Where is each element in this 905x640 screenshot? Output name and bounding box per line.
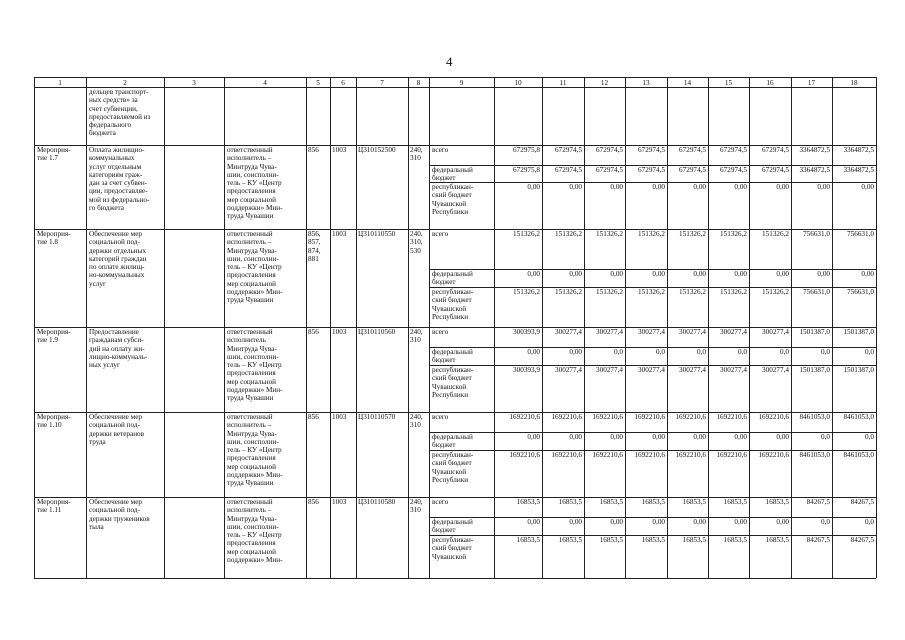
column-header-18: 18 [850, 79, 858, 87]
funding-source: всего [432, 413, 449, 421]
amount-cell: 0,00 [569, 433, 582, 441]
measure-label: Мероприя- тие 1.8 [37, 230, 71, 247]
amount-cell: 756631,0 [803, 288, 830, 296]
amount-cell: 756631,0 [847, 288, 874, 296]
amount-cell: 0,00 [527, 348, 540, 356]
amount-cell: 1692210,6 [758, 451, 789, 459]
amount-cell: 0,00 [569, 270, 582, 278]
measure-grbs: 856 [308, 413, 319, 421]
measure-name: Обеспечение мер социальной под- держки тружеников тыла [89, 498, 150, 531]
amount-cell: 672974,5 [762, 166, 789, 174]
amount-cell: 0,0 [865, 518, 874, 526]
measure-vr: 240, 310 [410, 328, 423, 345]
amount-cell: 300277,4 [555, 366, 582, 374]
measure-vr: 240, 310 [410, 146, 423, 163]
measure-vr: 240, 310 [410, 413, 423, 430]
amount-cell: 1692210,6 [716, 413, 747, 421]
funding-source: республикан- ский бюджет Чувашской Республики [432, 366, 474, 399]
measure-executor: ответственный исполнитель – Минтруда Чува- шии, соисполни- тель – КУ «Центр предоставления мер социальной поддержки» Мин- труда Чувашии [227, 146, 283, 221]
amount-cell: 300277,4 [679, 366, 706, 374]
amount-cell: 0,0 [697, 348, 706, 356]
amount-cell: 0,00 [776, 433, 789, 441]
column-header-10: 10 [514, 79, 522, 87]
amount-cell: 756631,0 [847, 230, 874, 238]
page-number: 4 [446, 54, 453, 69]
amount-cell: 300393,9 [513, 366, 540, 374]
amount-cell: 0,0 [821, 518, 830, 526]
amount-cell: 672975,8 [513, 166, 540, 174]
amount-cell: 151326,2 [513, 230, 540, 238]
amount-cell: 8461053,0 [799, 413, 830, 421]
amount-cell: 0,0 [865, 348, 874, 356]
amount-cell: 0,0 [865, 433, 874, 441]
amount-cell: 1692210,6 [634, 451, 665, 459]
amount-cell: 0,00 [776, 183, 789, 191]
measure-rzpr: 1003 [332, 230, 347, 238]
measure-name: Обеспечение мер социальной под- держки отдельных категорий граждан по оплате жилищ- но-коммунальных услуг [89, 230, 147, 288]
column-header-4: 4 [263, 79, 267, 87]
amount-cell: 16853,5 [599, 536, 623, 544]
measure-grbs: 856 [308, 328, 319, 336]
amount-cell: 0,0 [780, 348, 789, 356]
amount-cell: 1501387,0 [799, 366, 830, 374]
amount-cell: 1692210,6 [675, 413, 706, 421]
amount-cell: 0,00 [652, 518, 665, 526]
amount-cell: 300277,4 [555, 328, 582, 336]
column-header-12: 12 [600, 79, 609, 87]
amount-cell: 0,00 [693, 518, 706, 526]
amount-cell: 300277,4 [720, 328, 747, 336]
amount-cell: 0,00 [527, 270, 540, 278]
amount-cell: 0,00 [569, 183, 582, 191]
amount-cell: 16853,5 [516, 536, 540, 544]
column-header-14: 14 [683, 79, 692, 87]
amount-cell: 1501387,0 [799, 328, 830, 336]
funding-source: федеральный бюджет [432, 270, 473, 287]
measure-grbs: 856 [308, 146, 319, 154]
amount-cell: 0,00 [610, 270, 623, 278]
measure-rzpr: 1003 [332, 146, 347, 154]
amount-cell: 672975,8 [513, 146, 540, 154]
amount-cell: 300277,4 [596, 366, 623, 374]
measure-label: Мероприя- тие 1.10 [37, 413, 71, 430]
amount-cell: 151326,2 [762, 288, 789, 296]
continuation-measure-name: дельцев транспорт- ных средств» за счет субвенции, предоставляемой из федерального бюджета [89, 88, 151, 138]
amount-cell: 16853,5 [682, 536, 706, 544]
column-rule [876, 77, 877, 578]
measure-rzpr: 1003 [332, 413, 347, 421]
amount-cell: 0,00 [734, 270, 747, 278]
column-header-9: 9 [459, 79, 464, 87]
measure-grbs: 856, 857, 874, 881 [308, 230, 321, 263]
measure-csr: Ц310152500 [358, 146, 396, 154]
funding-source: республикан- ский бюджет Чувашской Республики [432, 288, 474, 321]
amount-cell: 84267,5 [850, 498, 874, 506]
amount-cell: 300277,4 [762, 366, 789, 374]
measure-executor: ответственный исполнитель – Минтруда Чува- шии, соисполни- тель – КУ «Центр предоставления мер социальной поддержки» Мин- [227, 498, 283, 565]
measure-name: Оплата жилищно- коммунальных услуг отдельным категориям граж- дан за счет субвен- ции, предоставляе- мой из федерально- го бюджета [89, 146, 150, 213]
amount-cell: 672974,5 [555, 166, 582, 174]
amount-cell: 672974,5 [555, 146, 582, 154]
amount-cell: 0,00 [527, 183, 540, 191]
amount-cell: 0,00 [734, 518, 747, 526]
amount-cell: 672974,5 [596, 166, 623, 174]
amount-cell: 0,00 [817, 270, 830, 278]
column-header-1: 1 [58, 79, 62, 87]
amount-cell: 0,00 [527, 433, 540, 441]
amount-cell: 300277,4 [762, 328, 789, 336]
amount-cell: 151326,2 [720, 288, 747, 296]
funding-source: федеральный бюджет [432, 348, 473, 365]
column-header-13: 13 [642, 79, 650, 87]
amount-cell: 151326,2 [513, 288, 540, 296]
funding-source: республикан- ский бюджет Чувашской Республики [432, 451, 474, 484]
amount-cell: 16853,5 [558, 498, 582, 506]
amount-cell: 672974,5 [679, 146, 706, 154]
amount-cell: 0,00 [693, 433, 706, 441]
amount-cell: 672974,5 [679, 166, 706, 174]
amount-cell: 0,00 [652, 433, 665, 441]
amount-cell: 300393,9 [513, 328, 540, 336]
amount-cell: 300277,4 [638, 366, 665, 374]
measure-csr: Ц310110580 [358, 498, 396, 506]
amount-cell: 16853,5 [765, 498, 789, 506]
column-header-16: 16 [766, 79, 774, 87]
table-bottom-rule [34, 578, 876, 579]
amount-cell: 151326,2 [596, 288, 623, 296]
amount-cell: 672974,5 [762, 146, 789, 154]
measure-name: Обеспечение мер социальной под- держки ветеранов труда [89, 413, 145, 446]
amount-cell: 84267,5 [806, 536, 830, 544]
amount-cell: 16853,5 [723, 498, 747, 506]
amount-cell: 0,0 [821, 348, 830, 356]
amount-cell: 151326,2 [679, 288, 706, 296]
funding-source: республикан- ский бюджет Чувашской [432, 536, 474, 561]
amount-cell: 3364872,5 [799, 146, 830, 154]
amount-cell: 1692210,6 [551, 451, 582, 459]
amount-cell: 0,00 [776, 270, 789, 278]
measure-vr: 240, 310 [410, 498, 423, 515]
amount-cell: 8461053,0 [799, 451, 830, 459]
measure-csr: Ц310110570 [358, 413, 396, 421]
amount-cell: 672974,5 [638, 166, 665, 174]
amount-cell: 0,0 [656, 348, 665, 356]
amount-cell: 1501387,0 [843, 366, 874, 374]
amount-cell: 16853,5 [641, 536, 665, 544]
funding-source: всего [432, 328, 449, 336]
amount-cell: 0,0 [738, 348, 747, 356]
amount-cell: 0,00 [610, 518, 623, 526]
amount-cell: 3364872,5 [799, 166, 830, 174]
amount-cell: 8461053,0 [843, 413, 874, 421]
amount-cell: 300277,4 [679, 328, 706, 336]
amount-cell: 151326,2 [555, 288, 582, 296]
amount-cell: 84267,5 [806, 498, 830, 506]
column-header-17: 17 [807, 79, 816, 87]
amount-cell: 0,00 [693, 183, 706, 191]
amount-cell: 16853,5 [682, 498, 706, 506]
amount-cell: 1692210,6 [592, 413, 623, 421]
amount-cell: 1692210,6 [716, 451, 747, 459]
amount-cell: 16853,5 [723, 536, 747, 544]
amount-cell: 0,00 [610, 433, 623, 441]
amount-cell: 756631,0 [803, 230, 830, 238]
amount-cell: 151326,2 [679, 230, 706, 238]
measure-csr: Ц310110550 [358, 230, 396, 238]
funding-source: всего [432, 498, 449, 506]
funding-source: федеральный бюджет [432, 433, 473, 450]
amount-cell: 672974,5 [596, 146, 623, 154]
amount-cell: 1692210,6 [634, 413, 665, 421]
amount-cell: 0,0 [614, 348, 623, 356]
amount-cell: 3364872,5 [843, 166, 874, 174]
amount-cell: 300277,4 [638, 328, 665, 336]
funding-source: всего [432, 146, 449, 154]
amount-cell: 1692210,6 [675, 451, 706, 459]
amount-cell: 0,00 [569, 518, 582, 526]
measure-label: Мероприя- тие 1.9 [37, 328, 71, 345]
amount-cell: 300277,4 [720, 366, 747, 374]
amount-cell: 300277,4 [596, 328, 623, 336]
amount-cell: 0,00 [527, 518, 540, 526]
column-header-15: 15 [724, 79, 733, 87]
measure-grbs: 856 [308, 498, 319, 506]
column-header-8: 8 [416, 79, 421, 87]
amount-cell: 151326,2 [596, 230, 623, 238]
amount-cell: 151326,2 [762, 230, 789, 238]
funding-source: федеральный бюджет [432, 518, 473, 535]
amount-cell: 1692210,6 [592, 451, 623, 459]
funding-source: всего [432, 230, 449, 238]
column-header-2: 2 [123, 79, 127, 87]
funding-source: республикан- ский бюджет Чувашской Республики [432, 183, 474, 216]
amount-cell: 16853,5 [765, 536, 789, 544]
amount-cell: 0,00 [861, 270, 874, 278]
amount-cell: 0,00 [861, 183, 874, 191]
amount-cell: 672974,5 [720, 146, 747, 154]
amount-cell: 84267,5 [850, 536, 874, 544]
measure-name: Предоставление гражданам субси- дий на оплату жи- лищно-коммуналь- ных услуг [89, 328, 148, 370]
amount-cell: 672974,5 [720, 166, 747, 174]
column-header-6: 6 [341, 79, 345, 87]
amount-cell: 1692210,6 [509, 413, 540, 421]
amount-cell: 0,00 [734, 433, 747, 441]
amount-cell: 1501387,0 [843, 328, 874, 336]
measure-executor: ответственный исполнитель – Минтруда Чува- шии, соисполни- тель – КУ «Центр предоставления мер социальной поддержки» Мин- труда Чувашии [227, 230, 283, 305]
amount-cell: 1692210,6 [551, 413, 582, 421]
amount-cell: 0,0 [821, 433, 830, 441]
amount-cell: 0,00 [610, 183, 623, 191]
amount-cell: 0,00 [569, 348, 582, 356]
amount-cell: 0,00 [652, 270, 665, 278]
amount-cell: 16853,5 [599, 498, 623, 506]
column-header-7: 7 [380, 79, 384, 87]
amount-cell: 672974,5 [638, 146, 665, 154]
amount-cell: 151326,2 [638, 230, 665, 238]
measure-csr: Ц310110560 [358, 328, 396, 336]
amount-cell: 151326,2 [555, 230, 582, 238]
amount-cell: 0,00 [652, 183, 665, 191]
amount-cell: 1692210,6 [509, 451, 540, 459]
column-header-5: 5 [316, 79, 320, 87]
measure-label: Мероприя- тие 1.7 [37, 146, 71, 163]
amount-cell: 151326,2 [720, 230, 747, 238]
amount-cell: 8461053,0 [843, 451, 874, 459]
column-header-11: 11 [559, 79, 567, 87]
amount-cell: 16853,5 [641, 498, 665, 506]
measure-executor: ответственный исполнитель – Минтруда Чува- шии, соисполни- тель – КУ «Центр предоставления мер социальной поддержки» Мин- труда Чувашии [227, 413, 283, 488]
measure-label: Мероприя- тие 1.11 [37, 498, 71, 515]
amount-cell: 16853,5 [516, 498, 540, 506]
amount-cell: 0,00 [817, 183, 830, 191]
measure-rzpr: 1003 [332, 328, 347, 336]
amount-cell: 3364872,5 [843, 146, 874, 154]
amount-cell: 16853,5 [558, 536, 582, 544]
amount-cell: 0,00 [734, 183, 747, 191]
amount-cell: 1692210,6 [758, 413, 789, 421]
header-top-rule [34, 77, 876, 78]
amount-cell: 0,00 [776, 518, 789, 526]
amount-cell: 151326,2 [638, 288, 665, 296]
measure-executor: ответственный исполнитель Минтруда Чува- шии, соисполни- тель – КУ «Центр предоставления мер социальной поддержки» Мин- труда Чувашии [227, 328, 283, 403]
measure-rzpr: 1003 [332, 498, 347, 506]
funding-source: федеральный бюджет [432, 166, 473, 183]
column-header-3: 3 [192, 79, 196, 87]
amount-cell: 0,00 [693, 270, 706, 278]
measure-vr: 240, 310, 530 [410, 230, 423, 255]
